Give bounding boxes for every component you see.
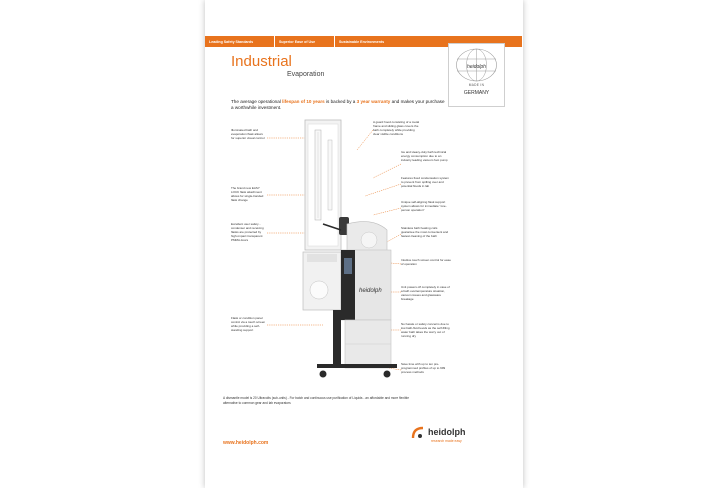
footer-logo-tagline: research made easy xyxy=(431,439,462,443)
callout-touch-control: Intuitive touch screen control for ease of operation xyxy=(401,258,451,266)
intro-part: The average operational xyxy=(231,99,283,104)
brochure-page xyxy=(205,0,523,488)
callout-condensation: Features fixed condensation system to prevent from spilling over and potential floods in lab xyxy=(401,176,450,188)
tab-safety-standards: Leading Safety Standards xyxy=(205,36,275,47)
page-subtitle: Evaporation xyxy=(287,71,325,78)
intro-highlight: 3 year warranty xyxy=(356,99,391,104)
callout-touch-panel: Flask or condition panel control via a touch screen while providing a self-standing support xyxy=(231,316,266,332)
rotary-evaporator-illustration xyxy=(295,112,400,392)
footnote: A dismantle model is 20 Ultravolts (sub-units) - For batch and continuous use purification of Liquids - an affordable and more flexible alternative to common gear and lab evaporators xyxy=(223,396,409,405)
badge-country: GERMANY xyxy=(463,90,490,96)
callout-energy: Ice and Heavy-duty bath technical energy consumption due to an industry leading vacuum foot pump xyxy=(401,150,448,162)
intro-part: is backed by a xyxy=(324,99,357,104)
callout-profiles: Save time with up to ten pre-programmed profiles of up to 999 process methods xyxy=(401,362,446,374)
callout-guard-hood: A guard hood consisting of a metal frame and sliding glass covers the bath completely while providing clear visible conditions xyxy=(373,120,420,136)
footer-logo xyxy=(411,424,471,454)
callout-self-filling: No hassle or safety concerns due to low bath-fluid levels as the self-filling water bath takes the worry out of running dry xyxy=(401,322,450,338)
callout-illuminated-bath: Illuminated bath and evaporation flask allows for superior visual control xyxy=(231,128,265,140)
tab-ease-of-use: Superior Ease of Use xyxy=(275,36,335,47)
heidolph-logo-icon xyxy=(411,426,425,440)
callout-self-aligning: Unique self-aligning flask support system allows for immediate "one-person operation" xyxy=(401,200,447,212)
intro-part: and makes your purchase a worthwhile investment. xyxy=(231,99,445,111)
callout-easy-lock: The brand new EASY LOCK flask attachment allows for single-handed flask change xyxy=(231,186,264,202)
badge-made-in: MADE IN xyxy=(468,83,485,87)
page-title: Industrial xyxy=(231,53,292,70)
intro-highlight: lifespan of 10 years xyxy=(282,99,325,104)
callout-user-safety: Excellent user safety - condenser and receiving flasks are protected by high-impact transparent PMMA doors xyxy=(231,222,264,242)
callout-heating-coils: Stainless bath heating coils guarantee the most convenient and fastest cleaning of the bath xyxy=(401,226,449,238)
callout-power-off: Unit powers off completely in case of a bath overtemperature situation, vacuum issues and glassware breakage xyxy=(401,285,450,301)
machine-brand-label: heidolph xyxy=(359,288,382,294)
footer-logo-name: heidolph xyxy=(428,427,466,437)
website-link[interactable]: www.heidolph.com xyxy=(223,440,269,446)
tab-sustainable: Sustainable Environments xyxy=(335,36,523,47)
badge-brand: heidolph xyxy=(467,64,486,70)
